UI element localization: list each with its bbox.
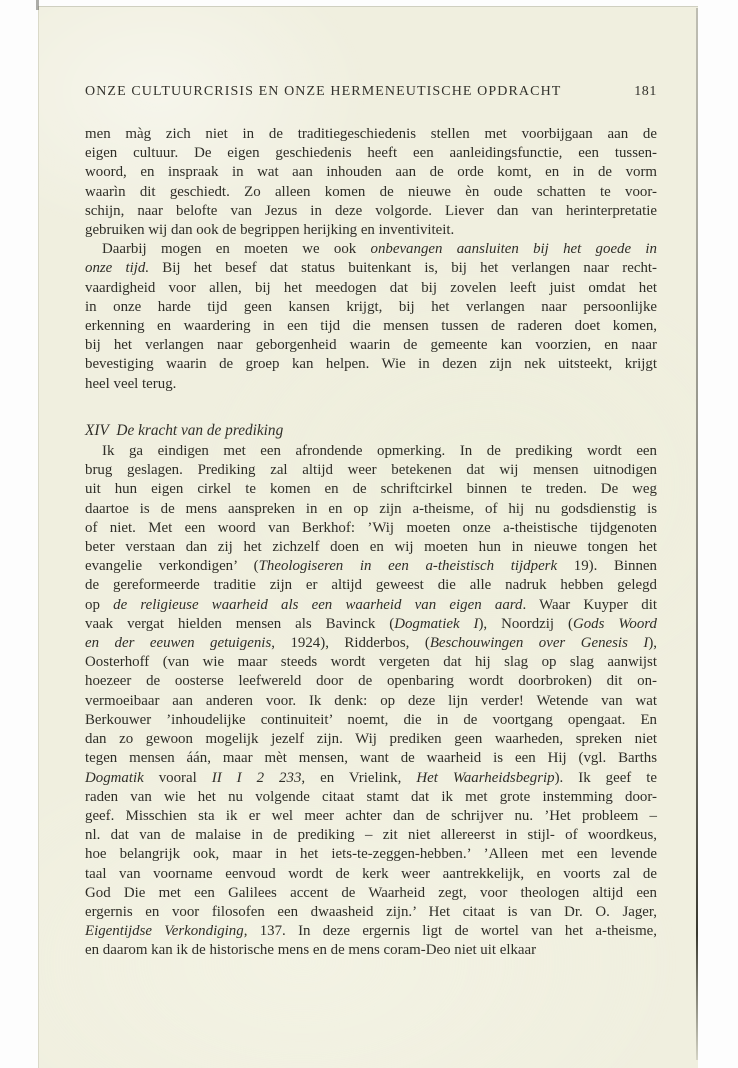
text-line: men màg zich niet in de traditiegeschiedenis stellen met voorbijgaan aan de: [85, 126, 657, 142]
section-heading: XIV De kracht van de prediking: [85, 421, 284, 439]
text-line: hoe belangrijk ook, maar in het iets-te-zeggen-hebben.’ ’Alleen met een levende: [85, 846, 657, 863]
text-line: tegen mensen áán, maar mèt mensen, want de waarheid is een Hij (vgl. Barths: [85, 750, 657, 767]
text-line: woord, en inspraak in wat aan inhouden aan de orde komt, en in de vorm: [85, 164, 657, 181]
text-line: in onze harde tijd geen kansen krijgt, bij het verlangen naar persoonlijke: [85, 298, 657, 315]
paragraph: [85, 125, 657, 240]
text-line: beter verstaan dan zij het zichzelf doen en wij moeten hun in nieuwe tongen het: [85, 539, 657, 556]
text-line: en der eeuwen getuigenis, 1924), Ridderbos, (Beschouwingen over Genesis I),: [85, 635, 657, 652]
text-line: of niet. Met een woord van Berkhof: ’Wij moeten onze a-theistische tijdgenoten: [85, 519, 657, 536]
paragraph: [85, 240, 657, 394]
text-line: God Die met een Galilees accent de Waarheid zegt, voor theologen altijd een: [85, 884, 657, 901]
text-line: onze tijd. Bij het besef dat status buitenkant is, bij het verlangen naar recht-: [85, 260, 657, 277]
text-line: Daarbij mogen en moeten we ook onbevangen aansluiten bij het goede in: [102, 241, 657, 258]
text-line: op de religieuse waarheid als een waarheid van eigen aard. Waar Kuyper dit: [85, 596, 657, 613]
text-line: en daarom kan ik de historische mens en de mens coram-Deo niet uit elkaar: [85, 942, 537, 959]
text-line: vermoeibaar aan anderen voor. Ik denk: op deze lijn verder! Wetende van wat: [85, 692, 657, 709]
text-line: nl. dat van de malaise in de prediking – zit niet allereerst in stijl- of woordkeus,: [85, 827, 657, 844]
text-line: Eigentijdse Verkondiging, 137. In deze ergernis ligt de wortel van het a-theisme,: [85, 923, 658, 940]
text-line: Oosterhoff (van wie maar steeds wordt vergeten dat hij slag op slag aanwijst: [85, 654, 657, 671]
text-line: bij het verlangen naar geborgenheid waarin de gemeente kan voorzien, en naar: [85, 337, 657, 354]
page-edge-shadow: [696, 8, 698, 1060]
text-line: schijn, naar belofte van Jezus in deze volgorde. Liever dan van herinterpretatie: [85, 202, 657, 219]
text-line: evangelie verkondigen’ (Theologiseren in een a-theistisch tijdperk 19). Binnen: [85, 558, 657, 575]
text-line: hoezeer de oosterse leefwereld door de openbaring wordt doorbroken) dit on-: [85, 673, 657, 690]
text-line: heel veel terug.: [85, 375, 177, 392]
text-line: de gereformeerde traditie zijn er altijd geweest die alle nadruk hebben gelegd: [85, 577, 657, 594]
running-title: ONZE CULTUURCRISIS EN ONZE HERMENEUTISCHE OPDRACHT: [85, 84, 562, 99]
text-line: eigen cultuur. De eigen geschiedenis heeft een aanleidingsfunctie, een tussen-: [85, 145, 657, 162]
text-line: taal van voorname eenvoud wordt de kerk weer aantrekkelijk, en voorts zal de: [85, 865, 657, 882]
text-line: waarìn dit geschiedt. Zo alleen komen de nieuwe èn oude schatten te voor-: [85, 183, 657, 200]
text-line: dan zo gewoon mogelijk jezelf zijn. Wij prediken geen waarheden, spreken niet: [85, 731, 657, 748]
text-line: uit hun eigen cirkel te komen en de schriftcirkel binnen te treden. De weg: [85, 481, 657, 498]
text-line: bevestiging waarin de groep kan helpen. Wie in dezen zijn nek uitsteekt, krijgt: [85, 356, 657, 373]
text-line: brug geslagen. Prediking zal altijd weer betekenen dat wij mensen uitnodigen: [85, 462, 657, 479]
text-line: ergernis en voor filosofen een dwaasheid zijn.’ Het citaat is van Dr. O. Jager,: [85, 903, 657, 920]
paragraph: [85, 442, 657, 960]
text-line: vaak vergat hielden mensen als Bavinck (Dogmatiek I), Noordzij (Gods Woord: [85, 615, 657, 632]
text-line: vaardigheid voor allen, bij het meedogen dat bij zovelen leeft juist omdat het: [85, 279, 657, 296]
page-number: 181: [634, 84, 657, 99]
text-line: erkenning en waardering in een tijd die mensen tussen de raderen doet komen,: [85, 318, 657, 335]
text-line: Dogmatik vooral II I 2 233, en Vrielink, Het Waarheidsbegrip). Ik geef te: [85, 769, 657, 786]
scan-artifact-mark: [36, 0, 39, 10]
text-line: daartoe is de mens aanspreken in en op zijn a-theisme, of hij nu godsdienstig is: [85, 500, 657, 517]
page-body: [85, 125, 657, 961]
running-header: [85, 84, 657, 100]
text-line: geef. Misschien sta ik er wel meer achter dan de schrijver nu. ’Het probleem –: [85, 807, 657, 824]
text-line: Ik ga eindigen met een afrondende opmerking. In de prediking wordt een: [102, 443, 657, 460]
text-line: Berkouwer ’inhoudelijke continuiteit’ noemt, die in de voortgang opengaat. En: [85, 711, 657, 728]
text-line: gebruiken wij dan ook de begrippen herijking en inventiviteit.: [85, 222, 455, 239]
text-line: raden van wie het nu volgende citaat stamt dat ik met grote instemming door-: [85, 788, 657, 805]
